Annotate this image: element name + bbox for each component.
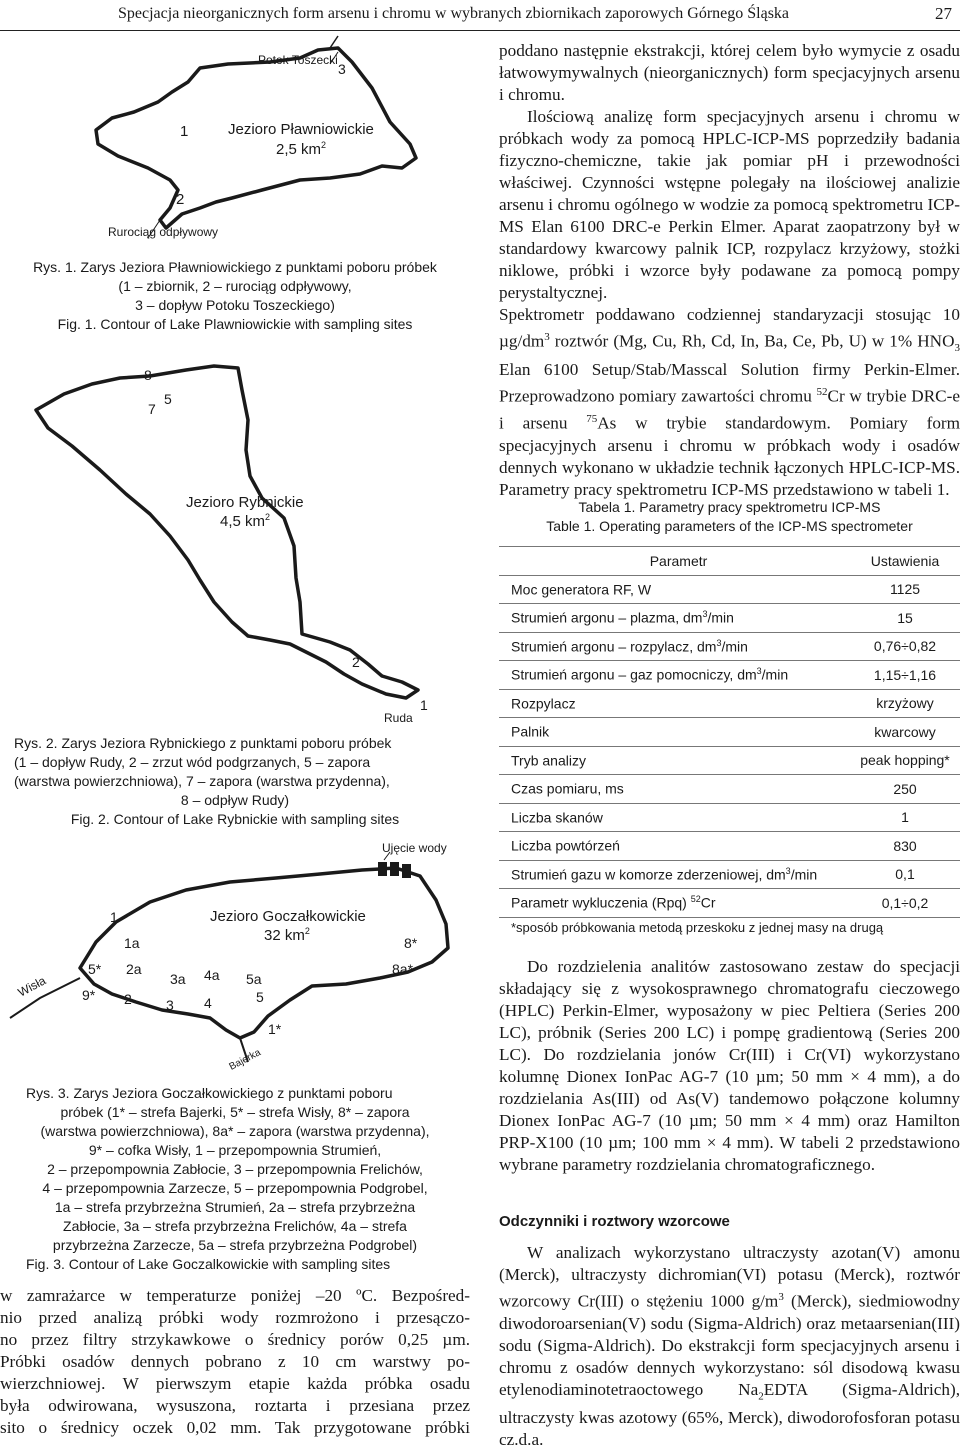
label-site-2a: 2a [126, 961, 142, 977]
header-settings: Ustawienia [850, 547, 960, 576]
table-row [499, 746, 960, 775]
table-footnote: *sposób próbkowania metodą przeskoku z jednej masy na drugą [511, 920, 884, 935]
label-site-5: 5 [164, 391, 172, 407]
table-row [499, 889, 960, 918]
caption-line: (1 – zbiornik, 2 – rurociąg odpływowy, [118, 278, 352, 294]
label-site-3: 3 [338, 61, 346, 77]
value-cell: 830 [850, 832, 960, 861]
caption-line: Fig. 3. Contour of Lake Goczalkowickie with sampling sites [26, 1256, 391, 1272]
param-cell: Strumień argonu – rozpylacz, $dm^3/\min$ [499, 632, 850, 661]
page-header [0, 0, 960, 34]
running-head: Specjacja nieorganicznych form arsenu i chromu w wybranych zbiornikach zaporowych Górnego Śląska [118, 5, 790, 22]
label-lake-1-name: Jezioro Pławniowickie [228, 121, 374, 138]
caption-line: (warstwa powierzchniowa), 8a* – zapora (warstwa przydenna), [40, 1123, 430, 1139]
figure-1-map [0, 40, 470, 250]
value-cell: 0,1÷0,2 [850, 889, 960, 918]
paragraph: W analizach wykorzystano ultraczysty azotan(V) amonu (Merck), ultraczysty dichromian(VI) potasu (Merck), roztwór wzorcowy Cr(III) o stężeniu 1000 $g/m^3$ (Merck), siedmiowodny diwodoroarsenian(V) sodu (Sigma-Aldrich) oraz metaarsenian(III) sodu (Sigma-Aldrich). Do ekstrakcji form specjacyjnych arsenu i chromu z osadów dennych wykorzystano: sól disodową kwasu etylenodiaminotetraoctowego $Na_2EDTA$ (Sigma-Aldrich), ultraczysty kwas azotowy (65%, Merck), diwodorofosforan potasu cz.d.a. [499, 1243, 960, 1450]
lake-3-shoreline [80, 868, 448, 1038]
caption-line: próbek (1* – strefa Bajerki, 5* – strefa Wisły, 8* – zapora [60, 1104, 410, 1120]
lake-goczalkowickie-outline [0, 838, 470, 1078]
body-line: Próbki osadów dennych pobrano z 10 cm warstwy po- [0, 1352, 470, 1371]
label-site-4: 4 [204, 995, 212, 1011]
param-cell: Strumień argonu – gaz pomocniczy, $dm^3/\min$ [499, 661, 850, 690]
value-cell: 0,1 [850, 860, 960, 889]
caption-line: 9* – cofka Wisły, 1 – przepompownia Strumień, [88, 1142, 382, 1158]
caption-line: przybrzeżna Zarzecze, 5a – strefa przybrzeżna Podgrobel) [52, 1237, 418, 1253]
table-row [499, 860, 960, 889]
label-stream: Potok Toszecki [258, 53, 338, 67]
right-column-text-2 [499, 956, 960, 1176]
label-river-bajerka: Bajerka [227, 1047, 263, 1073]
section-heading: Odczynniki i roztwory wzorcowe [499, 1213, 730, 1230]
label-lake-1-area: 2,5 $km^2$ [276, 140, 327, 158]
caption-line: 2 – przepompownia Zabłocie, 3 – przepompownia Frelichów, [47, 1161, 423, 1177]
paragraph: poddano następnie ekstrakcji, której celem było wymycie z osadu łatwowymywalnych (nieorganicznych) form specjacyjnych arsenu i chromu. [499, 41, 960, 104]
label-river-wisla: Wisła [15, 973, 49, 1000]
lake-1-shoreline [96, 48, 416, 228]
paragraph-with-formula: Spektrometr poddawano codziennej standaryzacji stosując 10 $\mu g/dm^3$ roztwór (Mg, Cu, Rh, Cd, In, Ba, Ce, Pb, U) w 1% $HNO_3$ Elan 6100 Setup/Stab/Masscal Solution firmy Perkin-Elmer. Przeprowadzono pomiary zawartości chromu $^{52}$Cr w trybie DRC-e i arsenu $^{75}$As w trybie standardowym. Pomiary form specjacyjnych arsenu i chromu w próbkach wody i osadów dennych wykonano w układzie technik łączonych HPLC-ICP-MS. Parametry pracy spektrometru ICP-MS przedstawiono w tabeli 1. [499, 305, 960, 499]
body-line: była odwirowana, wysuszona, roztarta i przesiana przez [0, 1396, 470, 1415]
label-lake-3-name: Jezioro Goczałkowickie [210, 908, 366, 925]
caption-line: 8 – odpływ Rudy) [180, 792, 290, 808]
intake-mark [402, 864, 411, 878]
table-row [499, 575, 960, 604]
body-line: wierzchniowej. W pierwszym etapie każda próbka osadu [0, 1374, 470, 1393]
paragraph: Do rozdzielenia analitów zastosowano zestaw do specjacji składający się z wysokosprawnego chromatografu cieczowego (HPLC) Perkin-Elmer, wyposażony w piec Peltiera (Series 200 LC), próbnik (Series 200 LC) i pompę gradientową (Series 200 LC). Do rozdzielania jonów Cr(III) i Cr(VI) wykorzystano kolumnę Dionex IonPac AG-7 (10 µm; 50 mm × 4 mm), a do rozdzielania As(III) od As(V) tandemowo połączone kolumny Dionex IonPac AG-7 (10 µm; 50 mm × 4 mm) oraz Hamilton PRP-X100 (10 µm; 100 mm × 4 mm). W tabeli 2 przedstawiono wybrane parametry rozdzielania chromatograficznego. [499, 957, 960, 1174]
param-cell: Parametr wykluczenia (Rpq) $^{52}$Cr [499, 889, 850, 918]
table-row [499, 689, 960, 718]
value-cell: peak hopping* [850, 746, 960, 775]
value-cell: 0,76÷0,82 [850, 632, 960, 661]
value-cell: 250 [850, 775, 960, 804]
lake-rybnickie-outline [0, 350, 470, 730]
figure-2-caption [0, 734, 470, 829]
figure-1-caption [0, 258, 470, 334]
param-cell: Liczba powtórzeń [499, 832, 850, 861]
label-lake-3-area: 32 $km^2$ [264, 926, 310, 944]
value-cell: 1 [850, 803, 960, 832]
label-site-8s: 8* [404, 935, 418, 951]
lake-2-shoreline [36, 366, 418, 698]
table-row [499, 604, 960, 633]
table-row [499, 803, 960, 832]
label-site-4a: 4a [204, 967, 220, 983]
caption-line: Rys. 3. Zarys Jeziora Goczałkowickiego z punktami poboru [26, 1085, 393, 1101]
label-site-1s: 1* [268, 1021, 282, 1037]
figure-3-map [0, 838, 470, 1078]
header-rule [0, 30, 960, 31]
label-site-7: 7 [148, 401, 156, 417]
caption-line: Table 1. Operating parameters of the ICP-MS spectrometer [546, 518, 913, 534]
label-site-2: 2 [176, 191, 185, 208]
label-lake-2-area: 4,5 $km^2$ [220, 512, 271, 530]
body-line: nio przed analizą próbki wody rozmrożono i przesączo- [0, 1308, 470, 1327]
param-cell: Moc generatora RF, W [499, 575, 850, 604]
param-cell: Rozpylacz [499, 689, 850, 718]
param-cell: Strumień gazu w komorze zderzeniowej, $dm^3/\min$ [499, 860, 850, 889]
value-cell: kwarcowy [850, 718, 960, 747]
lake-plawniowickie-outline [0, 40, 470, 250]
right-column-text [499, 40, 960, 501]
table-row [499, 661, 960, 690]
label-site-1: 1 [180, 123, 189, 140]
caption-line: Fig. 1. Contour of Lake Plawniowickie with sampling sites [57, 316, 413, 332]
left-column-text [0, 1285, 470, 1439]
caption-line: (warstwa powierzchniowa), 7 – zapora (warstwa przydenna), [14, 773, 390, 789]
param-cell: Tryb analizy [499, 746, 850, 775]
label-site-9s: 9* [82, 987, 96, 1003]
caption-line: (1 – dopływ Rudy, 2 – zrzut wód podgrzanych, 5 – zapora [14, 754, 371, 770]
caption-line: Rys. 1. Zarys Jeziora Pławniowickiego z punktami poboru próbek [33, 259, 437, 275]
caption-line: Fig. 2. Contour of Lake Rybnickie with sampling sites [70, 811, 400, 827]
param-cell: Strumień argonu – plazma, $dm^3/\min$ [499, 604, 850, 633]
caption-line: Rys. 2. Zarys Jeziora Rybnickiego z punktami poboru próbek [14, 735, 392, 751]
caption-line: 3 – dopływ Potoku Toszeckiego) [135, 297, 335, 313]
label-site-5a: 5a [246, 971, 262, 987]
label-outflow: Rurociąg odpływowy [108, 225, 219, 239]
param-cell: Palnik [499, 718, 850, 747]
right-column-text-3 [499, 1242, 960, 1451]
param-cell: Czas pomiaru, ms [499, 775, 850, 804]
label-site-5: 5 [256, 989, 264, 1005]
body-line: w zamrażarce w temperaturze poniżej –20 ºC. Bezpośred- [0, 1286, 470, 1305]
caption-line: Zabłocie, 3a – strefa przybrzeżna Frelichów, 4a – strefa [63, 1218, 407, 1234]
label-site-5s: 5* [88, 961, 102, 977]
caption-line: 4 – przepompownia Zarzecze, 5 – przepompownia Podgrobel, [42, 1180, 428, 1196]
table-row [499, 632, 960, 661]
label-site-1: 1 [110, 909, 118, 925]
label-site-2: 2 [352, 654, 360, 670]
figure-2-map [0, 350, 470, 730]
paragraph: Ilościową analizę form specjacyjnych arsenu i chromu w próbkach wody za pomocą HPLC-ICP-MS poprzedziły badania fizyczno-chemiczne, takie jak pomiar pH i przewodności właściwej. Czynności wstępne polegały na ilościowej analizie arsenu i chromu ogólnego w wodzie za pomocą spektrometru ICP-MS Elan 6100 DRC-e Perkin Elmer. Aparat zaopatrzony był w standardowy kwarcowy palnik ICP, rozpylacz krzyżowy, stożki niklowe, próbki i wzorce były podawane za pomocą pompy perystaltycznej. [499, 107, 960, 302]
label-lake-2-name: Jezioro Rybnickie [186, 494, 304, 511]
label-site-3a: 3a [170, 971, 186, 987]
table-header-row [499, 547, 960, 576]
label-river-ruda: Ruda [384, 711, 413, 725]
value-cell: krzyżowy [850, 689, 960, 718]
table-row [499, 775, 960, 804]
caption-line: Tabela 1. Parametry pracy spektrometru ICP-MS [578, 499, 881, 515]
label-site-1: 1 [420, 697, 428, 713]
label-site-8as: 8a* [392, 961, 414, 977]
intake-mark [390, 862, 399, 876]
body-line: sito o średnicy oczek 0,02 mm. Tak przygotowane próbki [0, 1418, 470, 1437]
value-cell: 1,15÷1,16 [850, 661, 960, 690]
figure-3-caption [0, 1084, 470, 1274]
header-parameter: Parametr [499, 547, 850, 576]
table-row [499, 718, 960, 747]
caption-line: 1a – strefa przybrzeżna Strumień, 2a – strefa przybrzeżna [54, 1199, 416, 1215]
label-site-3: 3 [166, 997, 174, 1013]
stream-line [330, 36, 338, 48]
label-intake: Ujęcie wody [382, 841, 447, 855]
value-cell: 15 [850, 604, 960, 633]
table-1-caption [499, 498, 960, 536]
label-site-8: 8 [144, 367, 152, 383]
label-site-1a: 1a [124, 935, 140, 951]
param-cell: Liczba skanów [499, 803, 850, 832]
label-site-2: 2 [124, 991, 132, 1007]
body-line: no przez filtry strzykawkowe o średnicy porów 0,25 µm. [0, 1330, 470, 1349]
page-number: 27 [935, 4, 952, 23]
parameters-table [499, 546, 960, 918]
intake-mark [378, 862, 387, 876]
value-cell: 1125 [850, 575, 960, 604]
table-row [499, 832, 960, 861]
